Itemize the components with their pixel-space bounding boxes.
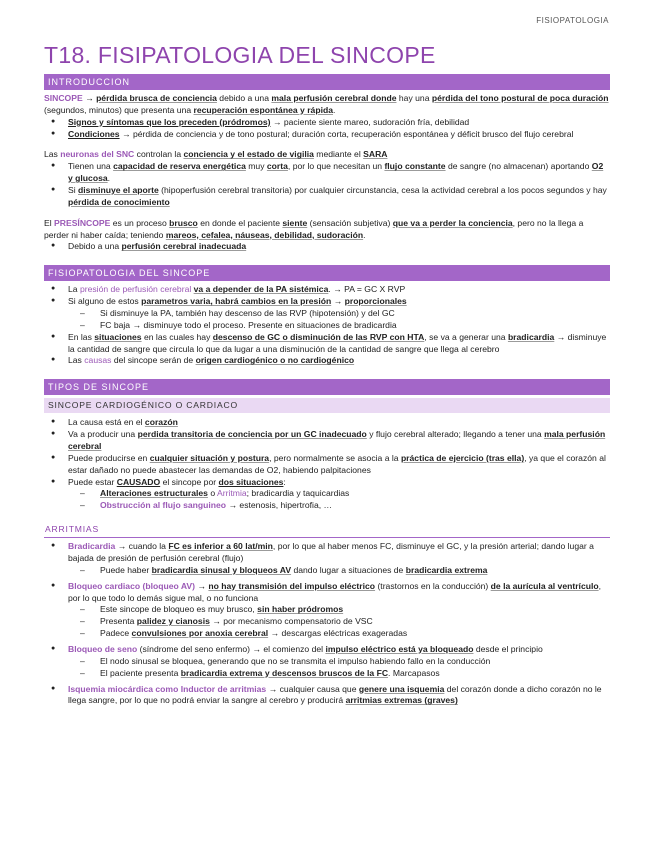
text: . → PA = GC X RVP	[328, 284, 406, 295]
text: , ya que el corazón al estar dañado no puede abastecer las demandas de O2, habiendo palpitaciones	[68, 452, 606, 475]
highlight: Signos y síntomas que los preceden (pródromos)	[68, 116, 271, 127]
text: Va a producir una	[68, 429, 138, 440]
running-header: FISIOPATOLOGIA	[536, 16, 609, 25]
text: →	[82, 93, 97, 103]
text: controlan la	[134, 149, 184, 160]
sub-list-item	[44, 668, 610, 680]
bullet-list	[44, 284, 610, 367]
term: Arritmia	[217, 488, 247, 499]
text: (síndrome del seno enfermo) → el comienzo del	[137, 643, 326, 654]
text: Presenta	[100, 616, 137, 627]
highlight: siente	[282, 217, 308, 228]
text: , se va a generar una	[424, 331, 508, 342]
text: Las	[68, 355, 85, 366]
list-item	[44, 284, 610, 296]
highlight: no hay transmisión del impulso eléctrico	[208, 580, 376, 591]
text: Puede haber	[100, 564, 152, 575]
subsection-heading-arritmias: ARRITMIAS	[44, 524, 610, 538]
text: La	[68, 284, 80, 295]
subsection-heading-cardiogenico: SINCOPE CARDIOGÉNICO O CARDIACO	[44, 398, 610, 413]
text: debido a una	[216, 93, 272, 103]
highlight: convulsiones por anoxia cerebral	[131, 628, 269, 639]
text: en donde el paciente	[197, 217, 283, 228]
text: → disminuye la cantidad de sangre que circula lo que da lugar a una disminución de la cantidad de sangre que llega al cerebro	[68, 331, 607, 354]
text: dando lugar a situaciones de	[291, 564, 406, 575]
text: → descargas eléctricas exageradas	[268, 628, 408, 639]
list-item	[44, 477, 610, 489]
text: , pero no la llega a perder ni haber caída; teniendo	[44, 217, 584, 240]
text: →	[195, 580, 209, 591]
text: .	[333, 104, 336, 115]
highlight: corta	[266, 161, 288, 172]
text: → pérdida de conciencia y de tono postural; duración corta, recuperación espontánea y déficit brusco del flujo cerebral	[119, 128, 574, 139]
text: (segundos, minutos) que presenta una	[44, 104, 194, 115]
highlight: recuperación espontánea y rápida	[193, 104, 333, 115]
text: ; bradicardia y taquicardias	[246, 488, 350, 499]
text: Debido a una	[68, 241, 122, 252]
list-item	[44, 241, 610, 253]
spacer	[44, 367, 610, 379]
bullet-list	[44, 161, 610, 208]
text: → cuando la	[115, 541, 169, 552]
highlight: conciencia y el estado de vigilia	[183, 149, 314, 160]
text: →	[331, 296, 345, 307]
highlight: perdida transitoria de conciencia por un GC inadecuado	[137, 429, 367, 440]
sub-list-item	[44, 565, 610, 577]
sub-list-item	[44, 628, 610, 640]
text: . Marcapasos	[388, 667, 440, 678]
highlight: impulso eléctrico está ya bloqueado	[325, 643, 474, 654]
highlight: bradicardia extrema	[405, 564, 488, 575]
sub-list-item	[44, 488, 610, 500]
list-item	[44, 684, 610, 708]
highlight: de la aurícula al ventrículo	[490, 580, 599, 591]
highlight: dos situaciones	[218, 476, 284, 487]
text: o	[207, 488, 218, 499]
text: .	[363, 229, 366, 240]
term: causas	[84, 355, 112, 366]
highlight: FC es inferior a 60 lat/min	[168, 541, 273, 552]
text: → cualquier causa que	[266, 683, 359, 694]
list-item	[44, 417, 610, 429]
highlight: perfusión cerebral inadecuada	[121, 241, 247, 252]
sub-list-item	[44, 616, 610, 628]
highlight: pérdida de conocimiento	[68, 196, 170, 207]
highlight: que va a perder la conciencia	[392, 217, 513, 228]
highlight: mareos, cefalea, náuseas, debilidad, sudoración	[165, 229, 364, 240]
highlight: corazón	[144, 417, 178, 428]
text: , por lo que necesitan un	[287, 161, 385, 172]
highlight: situaciones	[94, 331, 142, 342]
highlight: bradicardia	[507, 331, 555, 342]
term: Isquemia miocárdica como Inductor de arritmias	[68, 683, 267, 694]
highlight: pérdida del tono postural de poca duración	[431, 93, 609, 103]
sub-list-item: – El nodo sinusal se bloquea, generando que no se transmita el impulso habiendo fallo en la conducción	[44, 656, 610, 668]
text: Este sincope de bloqueo es muy brusco,	[100, 604, 258, 615]
text: (sensación subjetiva)	[307, 217, 393, 228]
text: en las cuales hay	[141, 331, 213, 342]
highlight: proporcionales	[344, 296, 407, 307]
highlight: disminuye el aporte	[78, 185, 159, 196]
term-sincope: SINCOPE	[44, 93, 83, 103]
sub-list-item: – FC baja → disminuye todo el proceso. Presente en situaciones de bradicardia	[44, 320, 610, 332]
text: Puede estar	[68, 476, 117, 487]
spacer	[44, 209, 610, 218]
highlight: O2 y glucosa	[68, 161, 604, 184]
highlight: genere una isquemia	[358, 683, 445, 694]
text: En las	[68, 331, 95, 342]
term: presión de perfusión cerebral	[79, 284, 192, 295]
text: → paciente siente mareo, sudoración fría, debilidad	[270, 116, 470, 127]
text: :	[283, 476, 286, 487]
highlight: CAUSADO	[116, 476, 161, 487]
bullet-list	[44, 117, 610, 141]
bullet-list	[44, 417, 610, 512]
text: (hipoperfusión cerebral transitoria) por cualquier circunstancia, cesa la actividad cerebral a los pocos segundos y hay	[158, 185, 607, 196]
sub-list-item: – Si disminuye la PA, también hay descenso de las RVP (hipotensión) y del GC	[44, 308, 610, 320]
highlight: Condiciones	[68, 128, 120, 139]
text: muy	[245, 161, 267, 172]
list-item	[44, 644, 610, 656]
list-item	[44, 355, 610, 367]
highlight: mala perfusión cerebral	[68, 429, 606, 452]
highlight: capacidad de reserva energética	[113, 161, 246, 172]
section-heading-fisiopatologia: FISIOPATOLOGIA DEL SINCOPE	[44, 265, 610, 281]
list-item	[44, 541, 610, 565]
list-item	[44, 161, 610, 185]
text: mediante el	[313, 149, 364, 160]
bullet-list	[44, 684, 610, 708]
list-item	[44, 185, 610, 209]
highlight: descenso de GC o disminución de las RVP con HTA	[212, 331, 425, 342]
section-heading-tipos: TIPOS DE SINCOPE	[44, 379, 610, 395]
paragraph-neuronas	[44, 149, 610, 161]
text: → por mecanismo compensatorio de VSC	[209, 616, 373, 627]
bullet-list	[44, 581, 610, 640]
bullet-list	[44, 644, 610, 680]
spacer	[44, 253, 610, 265]
term: Bloqueo de seno	[68, 643, 138, 654]
paragraph-sincope-definition	[44, 93, 610, 117]
spacer	[44, 512, 610, 524]
term: neuronas del SNC	[60, 149, 135, 160]
text: (trastornos en la conducción)	[375, 580, 491, 591]
text: Puede producirse en	[68, 452, 150, 463]
text: y flujo cerebral alterado; llegando a tener una	[366, 429, 545, 440]
text: Si	[68, 185, 79, 196]
text: Padece	[100, 628, 132, 639]
text: del corazón donde a dicho corazón no le llega sangre, por lo que no podrá enviar la sangre al cerebro y producirá	[68, 683, 602, 706]
text: → estenosis, hipertrofia, …	[226, 500, 333, 511]
text: Tienen una	[68, 161, 114, 172]
text: El paciente presenta	[100, 667, 181, 678]
highlight: Alteraciones estructurales	[100, 488, 208, 499]
text: hay una	[396, 93, 432, 103]
section-heading-introduccion: INTRODUCCION	[44, 74, 610, 90]
highlight: sin haber pródromos	[257, 604, 344, 615]
highlight: SARA	[363, 149, 388, 160]
highlight: cualquier situación y postura	[149, 452, 270, 463]
highlight: flujo constante	[384, 161, 446, 172]
list-item	[44, 117, 610, 129]
text: es un proceso	[110, 217, 170, 228]
highlight: origen cardiogénico o no cardiogénico	[195, 355, 355, 366]
highlight: bradicardia sinusal y bloqueos AV	[151, 564, 292, 575]
highlight: palidez y cianosis	[136, 616, 210, 627]
page-title: T18. FISIPATOLOGIA DEL SINCOPE	[44, 42, 436, 68]
list-item	[44, 129, 610, 141]
sub-list-item	[44, 500, 610, 512]
term: Obstrucción al flujo sanguineo	[100, 500, 227, 511]
highlight: arritmias extremas (graves)	[345, 695, 458, 706]
highlight: bradicardia extrema y descensos bruscos de la FC	[180, 667, 389, 678]
text: de sangre (no almacenan) aportando	[445, 161, 592, 172]
sub-list-item	[44, 604, 610, 616]
text: Las	[44, 149, 61, 160]
text: .	[107, 173, 111, 184]
text: , pero normalmente se asocia a la	[269, 452, 401, 463]
term: Bradicardia	[68, 541, 116, 552]
text: Si alguno de estos	[68, 296, 142, 307]
list-item	[44, 296, 610, 308]
bullet-list	[44, 541, 610, 577]
text: del sincope serán de	[111, 355, 196, 366]
list-item	[44, 429, 610, 453]
highlight: brusco	[169, 217, 198, 228]
term: Bloqueo cardiaco (bloqueo AV)	[68, 580, 196, 591]
term: PRESÍNCOPE	[54, 217, 111, 228]
highlight: va a depender de la PA sistémica	[193, 284, 329, 295]
text: , por lo que todo lo demás sigue mal, o no funciona	[68, 580, 602, 603]
text: La causa está en el	[68, 417, 145, 428]
list-item	[44, 453, 610, 477]
spacer	[44, 140, 610, 149]
highlight: práctica de ejercicio (tras ella)	[400, 452, 525, 463]
text: , por lo que al haber menos FC, disminuye el GC, y la presión arterial; dando lugar a bajada de presión de perfusión cerebral (flujo)	[68, 541, 594, 563]
paragraph-presincope	[44, 218, 610, 242]
text: el sincope por	[160, 476, 219, 487]
highlight: pérdida brusca de conciencia	[96, 93, 217, 103]
highlight: mala perfusión cerebral donde	[271, 93, 397, 103]
text: El	[44, 217, 55, 228]
list-item	[44, 581, 610, 605]
highlight: parametros varia, habrá cambios en la presión	[141, 296, 332, 307]
bullet-list	[44, 241, 610, 253]
text: desde el principio	[473, 643, 543, 654]
list-item	[44, 332, 610, 356]
document-body	[44, 74, 610, 707]
